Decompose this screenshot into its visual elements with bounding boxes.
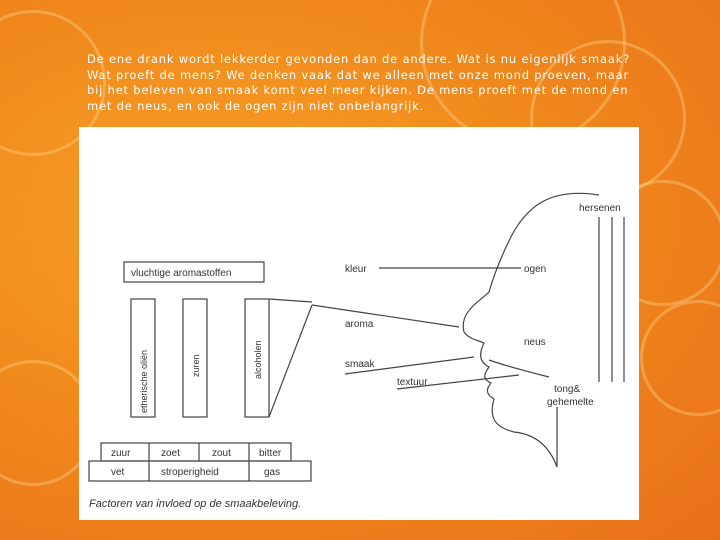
label-tong: tong& <box>554 384 581 395</box>
mouthfeel-stroperigheid: stroperigheid <box>161 467 219 478</box>
aroma-box-label: vluchtige aromastoffen <box>131 268 232 279</box>
taste-diagram <box>79 127 639 520</box>
aroma-connector-bottom <box>269 305 312 417</box>
background-ring <box>640 300 720 416</box>
taste-factors-figure <box>79 127 639 520</box>
taste-bitter: bitter <box>259 448 282 459</box>
column-label-oils: etherische oliën <box>139 349 149 413</box>
head-profile <box>463 193 599 467</box>
label-hersenen: hersenen <box>579 203 621 214</box>
label-smaak: smaak <box>345 359 375 370</box>
mouthfeel-vet: vet <box>111 467 125 478</box>
label-neus: neus <box>524 337 546 348</box>
mouthfeel-gas: gas <box>264 467 281 478</box>
taste-zuur: zuur <box>111 448 131 459</box>
taste-zoet: zoet <box>161 448 180 459</box>
intro-paragraph: De ene drank wordt lekkerder gevonden dan de andere. Wat is nu eigenlijk smaak? Wat proeft de mens? We denken vaak dat we alleen met onze mond proeven, maar bij het beleven van smaak komt veel meer kijken. De mens proeft met de mond en met de neus, en ook de ogen zijn niet onbelangrijk. <box>87 52 631 113</box>
label-kleur: kleur <box>345 264 367 275</box>
column-label-acids: zuren <box>191 354 201 377</box>
aroma-connector-top <box>269 299 312 302</box>
label-ogen: ogen <box>524 264 547 275</box>
taste-zout: zout <box>212 448 231 459</box>
label-aroma: aroma <box>345 319 374 330</box>
aroma-arrow <box>312 305 459 327</box>
label-textuur: textuur <box>397 377 428 388</box>
palate-curve <box>489 360 549 377</box>
label-gehemelte: gehemelte <box>547 397 594 408</box>
figure-caption: Factoren van invloed op de smaakbeleving. <box>89 498 302 510</box>
column-label-alcohols: alcoholen <box>253 340 263 379</box>
